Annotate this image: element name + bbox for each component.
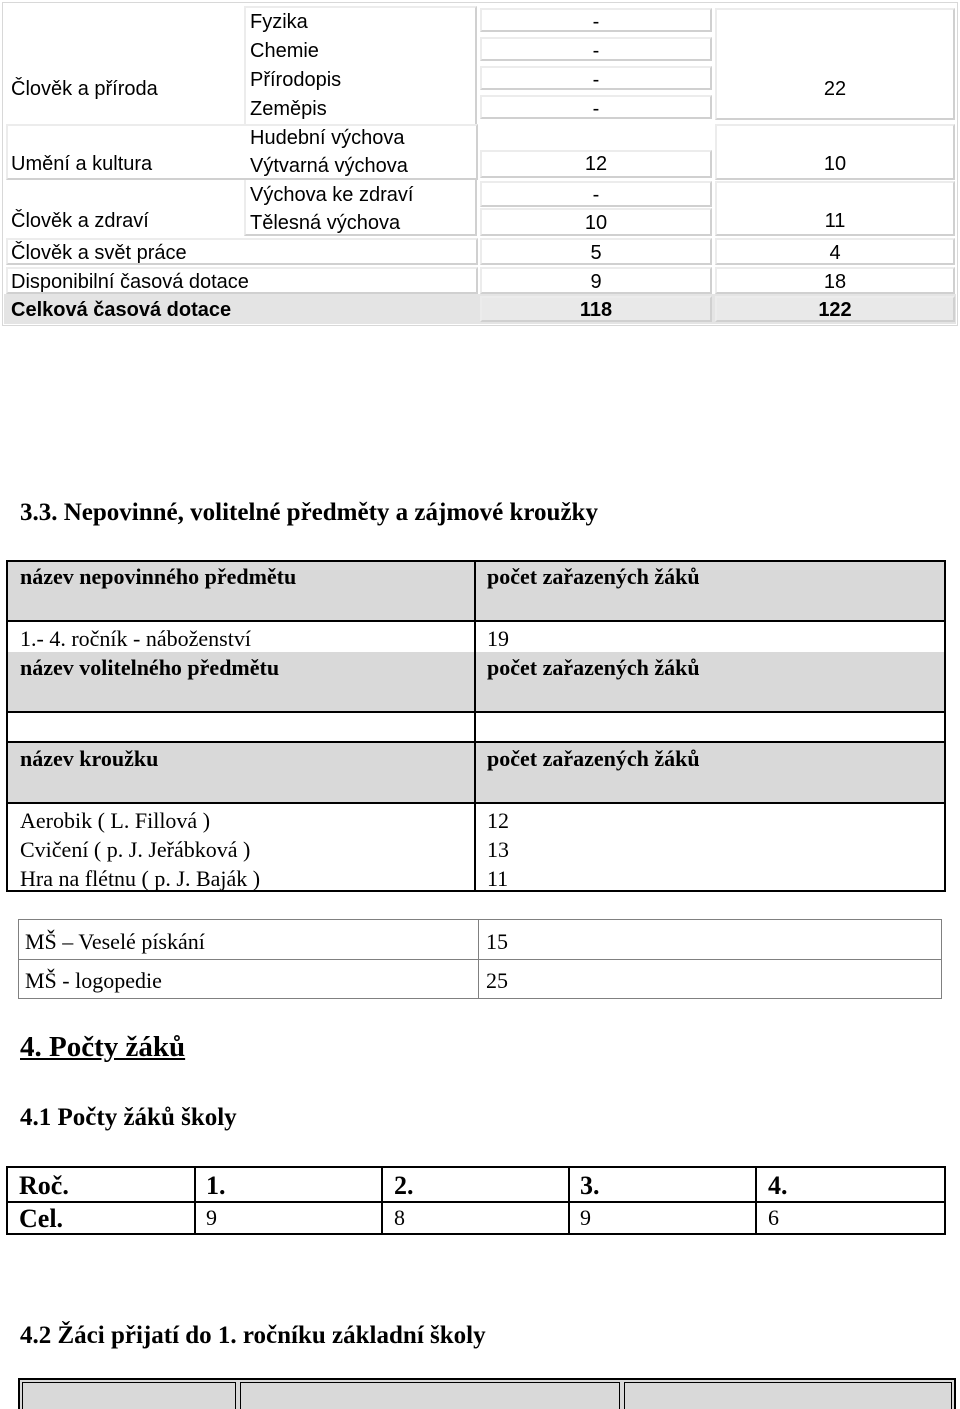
subject-label: Fyzika (250, 11, 308, 33)
total-text: 11 (824, 210, 846, 232)
subject-label: Zeměpis (250, 98, 327, 120)
value-text: - (592, 184, 600, 206)
grades-value-cell: Cel. (19, 1204, 64, 1233)
ms-row-name: MŠ – Veselé pískání (25, 929, 205, 954)
divider (6, 802, 946, 804)
divider (6, 711, 946, 713)
admissions-header-cell (624, 1382, 952, 1409)
value-text: 10 (584, 212, 608, 234)
value-text-total: 118 (579, 299, 613, 321)
section-4-2-title: 4.2 Žáci přijatí do 1. ročníku základní školy (20, 1322, 486, 1349)
optional-count-header: počet zařazených žáků (487, 564, 700, 589)
grades-header-cell: 3. (580, 1171, 600, 1200)
grades-value-cell: 9 (580, 1205, 591, 1230)
total-text: 22 (823, 78, 847, 100)
divider (6, 741, 946, 743)
divider (568, 1166, 570, 1235)
grades-header-cell: 4. (768, 1171, 788, 1200)
value-text: 12 (584, 153, 608, 175)
divider (18, 959, 942, 960)
club-row-count: 11 (487, 866, 509, 891)
value-text: - (592, 11, 600, 33)
section-4-title: 4. Počty žáků (20, 1031, 186, 1063)
grades-value-cell: 6 (768, 1205, 779, 1230)
subject-label: Výchova ke zdraví (250, 184, 414, 206)
total-text: 18 (823, 271, 847, 293)
total-text: 4 (829, 242, 841, 264)
club-row-name: Hra na flétnu ( p. J. Baják ) (20, 866, 261, 891)
club-row-count: 13 (487, 837, 509, 862)
optional-name-header: název nepovinného předmětu (20, 564, 297, 589)
ms-row-count: 25 (486, 968, 508, 993)
subject-label: Chemie (250, 40, 319, 62)
grades-header-cell: 1. (206, 1171, 226, 1200)
ms-row-count: 15 (486, 929, 508, 954)
club-row-count: 12 (487, 808, 509, 833)
divider (755, 1166, 757, 1235)
grades-header-cell: Roč. (19, 1171, 69, 1200)
area-label: Člověk a zdraví (11, 210, 149, 232)
optional-row-name: 1.- 4. ročník - náboženství (20, 626, 251, 651)
divider (6, 620, 946, 622)
area-label: Člověk a příroda (11, 78, 158, 100)
grades-value-cell: 9 (206, 1205, 217, 1230)
value-text: - (592, 69, 600, 91)
value-text: 9 (590, 271, 602, 293)
area-label-total: Celková časová dotace (11, 299, 232, 321)
value-text: - (592, 98, 600, 120)
optional-row-count: 19 (487, 626, 509, 651)
divider (474, 560, 476, 892)
divider (194, 1166, 196, 1235)
divider (381, 1166, 383, 1235)
section-title: 3.3. Nepovinné, volitelné předměty a zájmové kroužky (20, 499, 598, 526)
area-label: Člověk a svět práce (11, 242, 187, 264)
section-4-1-title: 4.1 Počty žáků školy (20, 1104, 237, 1131)
total-text-total: 122 (818, 299, 852, 321)
club-name-header: název kroužku (20, 746, 159, 771)
club-count-header: počet zařazených žáků (487, 746, 700, 771)
value-text: 5 (590, 242, 602, 264)
admissions-header-cell (22, 1382, 236, 1409)
subject-label: Výtvarná výchova (250, 155, 408, 177)
ms-row-name: MŠ - logopedie (25, 968, 162, 993)
value-text: - (592, 40, 600, 62)
area-label: Umění a kultura (11, 153, 153, 175)
divider (6, 1201, 946, 1203)
subject-label: Přírodopis (250, 69, 342, 91)
club-row-name: Aerobik ( L. Fillová ) (20, 808, 211, 833)
subject-label: Tělesná výchova (250, 212, 401, 234)
total-text: 10 (823, 153, 847, 175)
club-row-name: Cvičení ( p. J. Jeřábková ) (20, 837, 251, 862)
elective-name-header: název volitelného předmětu (20, 655, 280, 680)
area-label: Disponibilní časová dotace (11, 271, 249, 293)
elective-count-header: počet zařazených žáků (487, 655, 700, 680)
grades-value-cell: 8 (394, 1205, 405, 1230)
admissions-header-cell (240, 1382, 620, 1409)
subject-label: Hudební výchova (250, 127, 405, 149)
grades-header-cell: 2. (394, 1171, 414, 1200)
total-cell (715, 8, 955, 120)
divider (478, 919, 479, 999)
